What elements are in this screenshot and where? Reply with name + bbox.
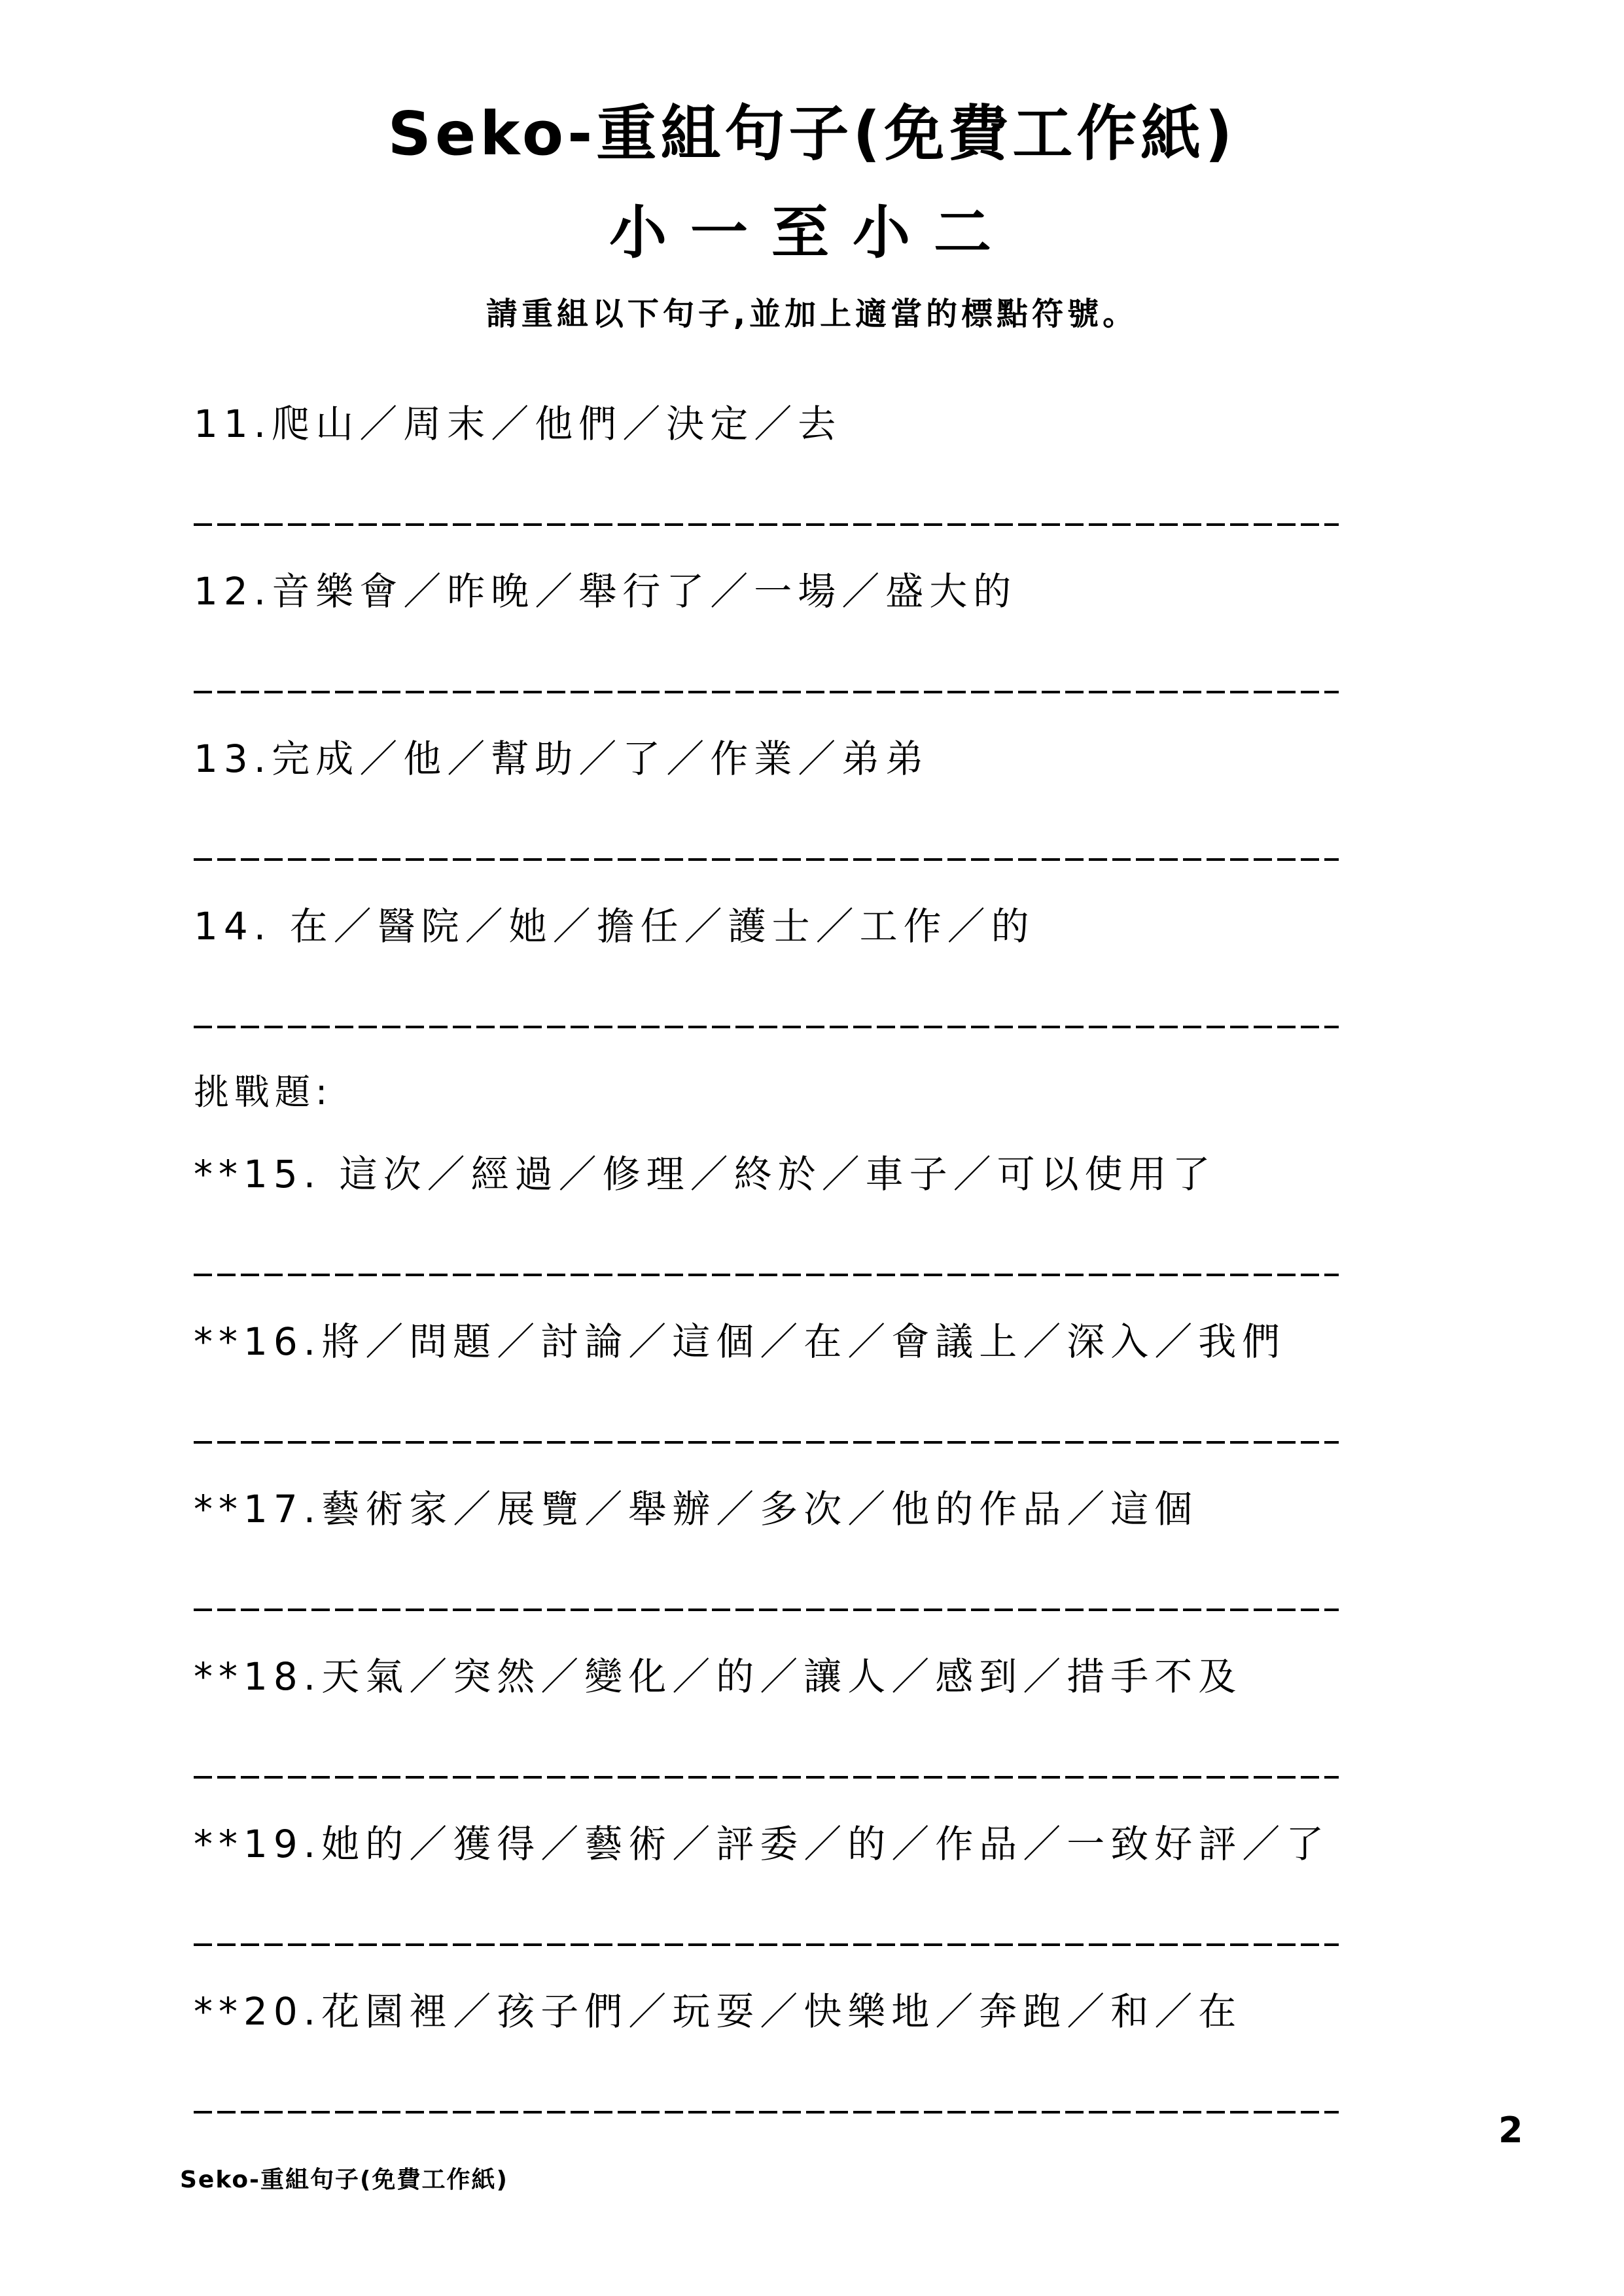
answer-line-18[interactable] xyxy=(194,1776,1339,1779)
grade-subtitle: 小一至小二 xyxy=(609,199,1015,266)
page-number: 2 xyxy=(1498,2110,1523,2151)
question-12: 12.音樂會／昨晚／舉行了／一場／盛大的 xyxy=(194,569,1017,614)
answer-line-14[interactable] xyxy=(194,1026,1339,1028)
worksheet-title: Seko-重組句子(免費工作紙) xyxy=(387,99,1237,169)
question-18: **18.天氣／突然／變化／的／讓人／感到／措手不及 xyxy=(194,1654,1243,1699)
answer-line-17[interactable] xyxy=(194,1609,1339,1611)
question-14: 14. 在／醫院／她／擔任／護士／工作／的 xyxy=(194,904,1035,948)
answer-line-15[interactable] xyxy=(194,1274,1339,1276)
challenge-section-label: 挑戰題: xyxy=(194,1071,333,1113)
answer-line-11[interactable] xyxy=(194,523,1339,526)
question-16: **16.將／問題／討論／這個／在／會議上／深入／我們 xyxy=(194,1319,1286,1364)
answer-line-16[interactable] xyxy=(194,1441,1339,1444)
answer-line-20[interactable] xyxy=(194,2111,1339,2113)
question-20: **20.花園裡／孩子們／玩耍／快樂地／奔跑／和／在 xyxy=(194,1989,1243,2034)
answer-line-12[interactable] xyxy=(194,691,1339,693)
instruction-text: 請重組以下句子,並加上適當的標點符號。 xyxy=(485,296,1139,332)
question-13: 13.完成／他／幫助／了／作業／弟弟 xyxy=(194,737,930,781)
footer-text: Seko-重組句子(免費工作紙) xyxy=(180,2166,508,2193)
question-17: **17.藝術家／展覽／舉辦／多次／他的作品／這個 xyxy=(194,1487,1199,1531)
answer-line-13[interactable] xyxy=(194,858,1339,861)
question-11: 11.爬山／周末／他們／決定／去 xyxy=(194,402,842,446)
answer-line-19[interactable] xyxy=(194,1943,1339,1946)
question-15: **15. 這次／經過／修理／終於／車子／可以使用了 xyxy=(194,1152,1216,1196)
question-19: **19.她的／獲得／藝術／評委／的／作品／一致好評／了 xyxy=(194,1822,1330,1866)
